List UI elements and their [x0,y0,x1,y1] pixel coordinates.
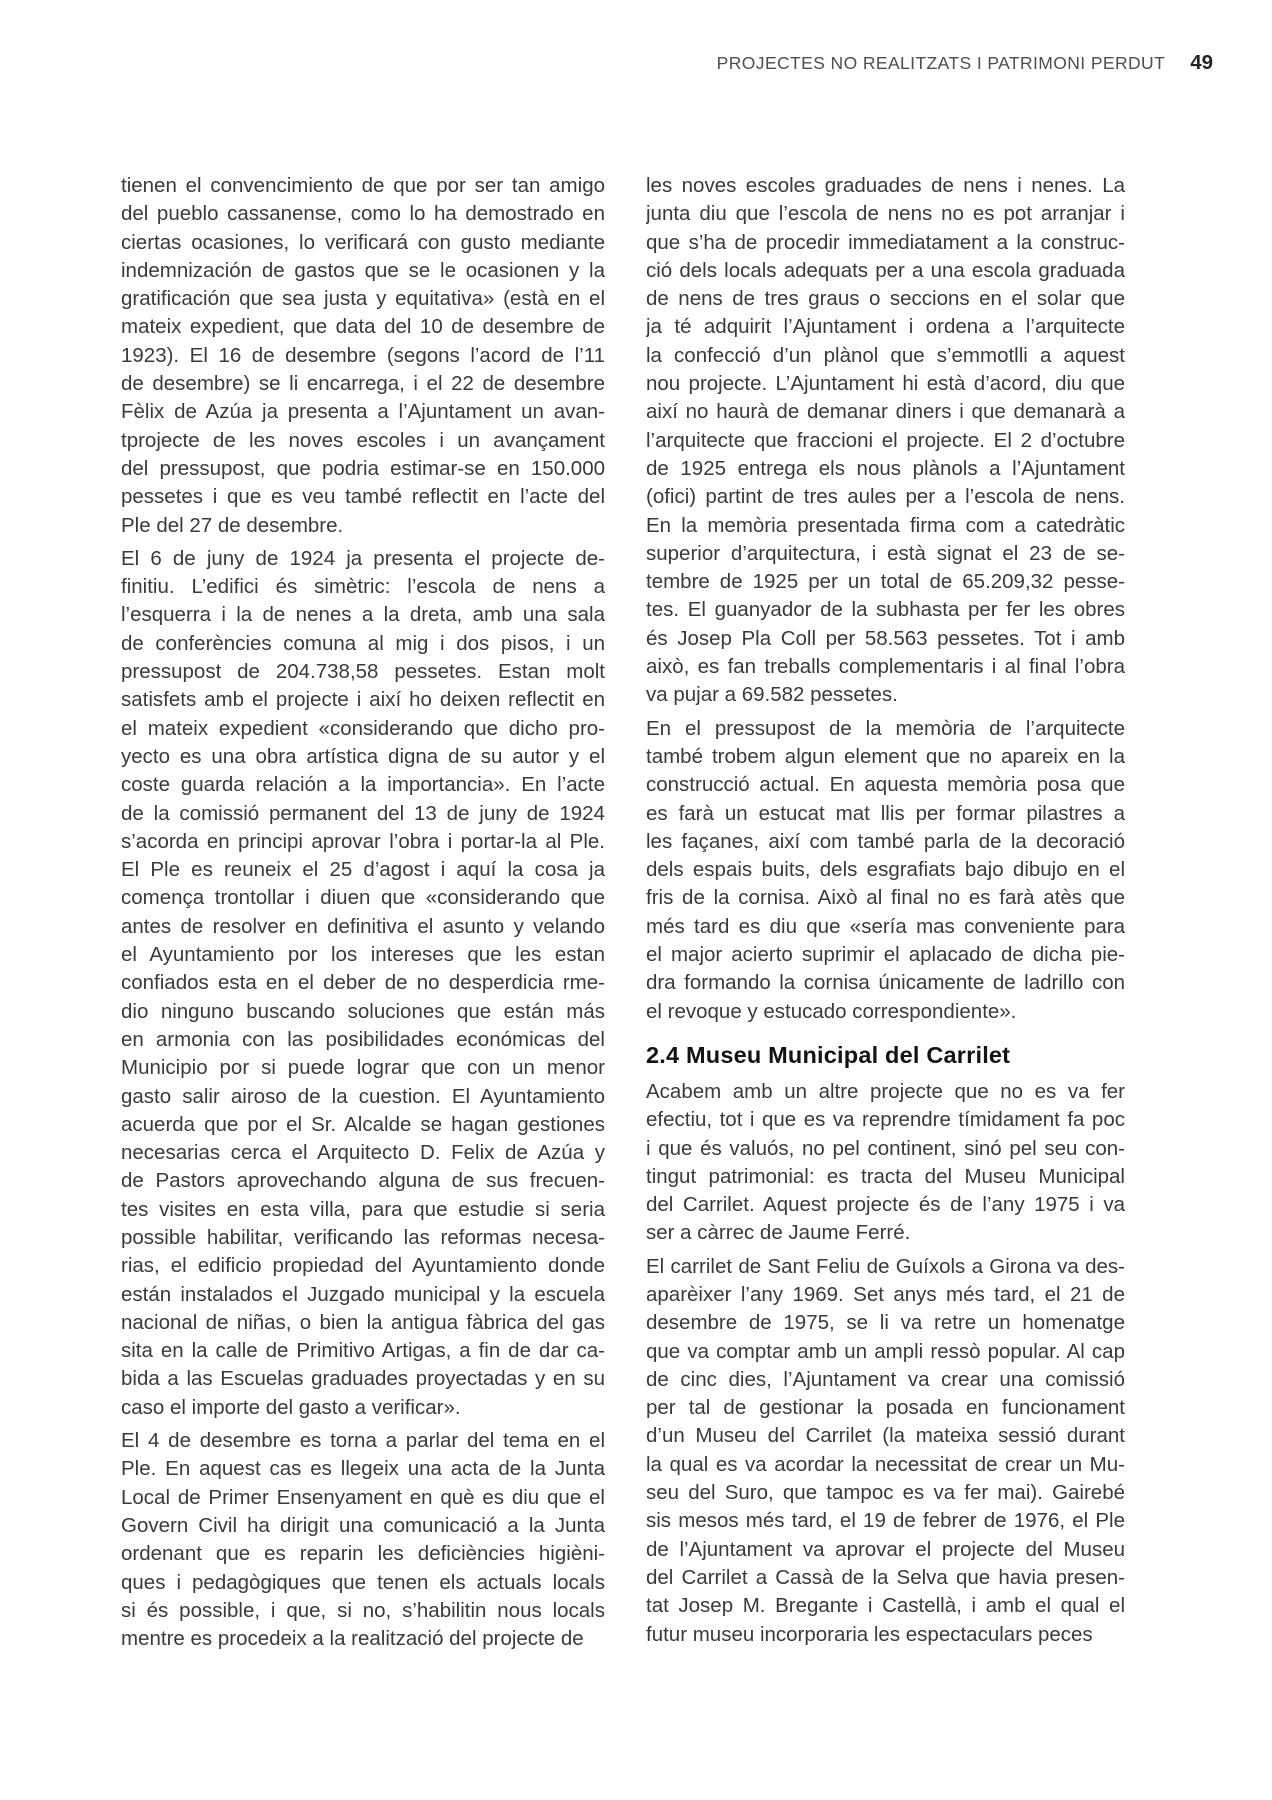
text-line: indemnización de gastos que se le ocasionen y la [121,258,605,282]
text-line: Acabem amb un altre projecte que no es va fer [646,1079,1125,1103]
text-line: construcció actual. En aquesta memòria posa que [646,773,1125,797]
text-line: tprojecte de les noves escoles i un avançament [121,428,605,452]
text-line: tat Josep M. Bregante i Castellà, i amb el qual el [646,1594,1125,1618]
text-line: antes de resolver en definitiva el asunto y velando [121,914,605,938]
text-line: Fèlix de Azúa ja presenta a l’Ajuntament un avan- [121,400,605,424]
text-line: sita en la calle de Primitivo Artigas, a fin de dar ca- [121,1339,605,1363]
text-line: en armonia con las posibilidades económicas del [121,1027,605,1051]
text-line: 1923). El 16 de desembre (segons l’acord de l’11 [121,343,605,367]
text-line: tienen el convencimiento de que por ser tan amigo [121,174,605,197]
paragraph [121,1427,605,1653]
text-line: bida a las Escuelas graduades proyectadas y en su [121,1367,605,1391]
text-line: nacional de niñas, o bien la antigua fàbrica del gas [121,1310,605,1334]
text-line: possible habilitar, verificando las reformas necesa- [121,1225,605,1249]
text-line: del pressupost, que podria estimar-se en 150.000 [121,456,605,480]
text-line: mateix expedient, que data del 10 de desembre de [121,315,605,339]
text-line: ciertas ocasiones, lo verificará con gusto mediante [121,230,605,254]
text-line: coste guarda relación a la importancia». En l’acte [121,773,605,797]
text-line: desembre de 1975, se li va retre un homenatge [646,1311,1125,1335]
text-line: (ofici) partint de tres aules per a l’escola de nens. [646,485,1125,509]
text-line: les noves escoles graduades de nens i nenes. La [646,174,1125,197]
text-line: satisfets amb el projecte i així ho deixen reflectit en [121,688,605,712]
text-line: En el pressupost de la memòria de l’arquitecte [646,716,1125,740]
text-line: per tal de gestionar la posada en funcionament [646,1396,1125,1420]
text-line: dio ninguno buscando soluciones que están más [121,999,605,1023]
text-line: gasto salir airoso de la cuestion. El Ayuntamiento [121,1084,605,1108]
text-line: El Ple es reuneix el 25 d’agost i aquí la cosa ja [121,858,605,882]
text-line: de 1925 entrega els nous plànols a l’Ajuntament [646,456,1125,480]
text-line: caso el importe del gasto a verificar». [121,1395,461,1419]
text-line: que s’ha de procedir immediatament a la construc- [646,230,1125,254]
text-line: aparèixer l’any 1969. Set anys més tard, el 21 de [646,1282,1125,1306]
text-line: tes. El guanyador de la subhasta per fer les obres [646,598,1125,622]
left-text-column [121,172,605,1658]
text-line: fris de la cornisa. Això al final no es farà atès que [646,886,1125,910]
text-line: es farà un estucat mat llis per formar pilastres a [646,801,1125,825]
text-line: yecto es una obra artística digna de su autor y el [121,744,605,768]
text-line: i que és valuós, no pel continent, sinó pel seu con- [646,1136,1125,1160]
text-line: s’acorda en principi aprovar l’obra i portar-la al Ple. [121,829,605,853]
text-line: és Josep Pla Coll per 58.563 pessetes. Tot i amb [646,626,1125,650]
text-line: En la memòria presentada firma com a catedràtic [646,513,1125,537]
text-line: les façanes, així com també parla de la decoració [646,829,1125,853]
text-line: confiados esta en el deber de no desperdicia rme- [121,971,605,995]
text-line: futur museu incorporaria les espectaculars peces [646,1622,1093,1646]
text-line: també trobem algun element que no apareix en la [646,744,1125,768]
text-line: d’un Museu del Carrilet (la mateixa sessió durant [646,1424,1125,1448]
text-line: així no haurà de demanar diners i que demanarà a [646,400,1125,424]
text-line: el Ayuntamiento por los intereses que les estan [121,943,605,967]
text-line: gratificación que sea justa y equitativa» (està en el [121,287,605,311]
text-columns [121,172,1125,1658]
text-line: sis mesos més tard, el 19 de febrer de 1976, el Ple [646,1509,1125,1533]
text-line: del Carrilet a Cassà de la Selva que havia presen- [646,1565,1125,1589]
text-line: de Pastors aprovechando alguna de sus frecuen- [121,1169,605,1193]
text-line: El 4 de desembre es torna a parlar del tema en el [121,1429,605,1453]
text-line: efectiu, tot i que es va reprendre tímidament fa poc [646,1108,1125,1132]
text-line: de nens de tres graus o seccions en el solar que [646,287,1125,311]
text-line: ques i pedagògiques que tenen els actuals locals [121,1570,605,1594]
text-line: del Carrilet. Aquest projecte és de l’any 1975 i va [646,1193,1125,1217]
text-line: l’arquitecte que fraccioni el projecte. El 2 d’octubre [646,428,1125,452]
text-line: están instalados el Juzgado municipal y la escuela [121,1282,605,1306]
text-line: El 6 de juny de 1924 ja presenta el projecte de- [121,546,605,570]
text-line: dels espais buits, dels esgrafiats bajo dibujo en el [646,858,1125,882]
text-line: de desembre) se li encarrega, i el 22 de desembre [121,372,605,396]
text-line: el revoque y estucado correspondiente». [646,999,1017,1023]
text-line: de cinc dies, l’Ajuntament va crear una comissió [646,1367,1125,1391]
text-line: tembre de 1925 per un total de 65.209,32 pesse- [646,570,1125,594]
text-line: tingut patrimonial: es tracta del Museu Municipal [646,1164,1125,1188]
text-line: més tard es diu que «sería mas conveniente para [646,914,1125,938]
text-line: tes visites en esta villa, para que estudie si seria [121,1197,605,1221]
text-line: superior d’arquitectura, i està signat el 23 de se- [646,541,1125,565]
text-line: nou projecte. L’Ajuntament hi està d’acord, diu que [646,372,1125,396]
text-line: el mateix expedient «considerando que dicho pro- [121,716,605,740]
text-line: El carrilet de Sant Feliu de Guíxols a Girona va des- [646,1254,1125,1278]
text-line: seu del Suro, que tampoc es va fer mai). Gairebé [646,1481,1125,1505]
section-heading: 2.4 Museu Municipal del Carrilet [646,1041,1011,1068]
text-line: de la comissió permanent del 13 de juny de 1924 [121,801,605,825]
text-line: que va comptar amb un ampli ressò popular. Al cap [646,1339,1125,1363]
text-line: Local de Primer Ensenyament en què es diu que el [121,1485,605,1509]
text-line: junta diu que l’escola de nens no es pot arranjar i [646,202,1125,226]
paragraph [646,1078,1125,1248]
page-number: 49 [1190,51,1213,74]
text-line: mentre es procedeix a la realització del projecte de [121,1627,584,1651]
text-line: ser a càrrec de Jaume Ferré. [646,1221,911,1245]
right-text-column [646,172,1125,1658]
text-line: el major acierto suprimir el aplacado de dicha pie- [646,943,1125,967]
paragraph [121,545,605,1422]
text-line: del pueblo cassanense, como lo ha demostrado en [121,202,605,226]
running-header [0,51,1213,75]
text-line: la qual es va acordar la necessitat de crear un Mu- [646,1452,1125,1476]
paragraph [646,172,1125,710]
text-line: l’esquerra i la de nenes a la dreta, amb una sala [121,603,605,627]
text-line: rias, el edificio propiedad del Ayuntamiento donde [121,1254,605,1278]
text-line: ordenant que es reparin les deficiències higièni- [121,1542,605,1566]
text-line: comença trontollar i diuen que «considerando que [121,886,605,910]
text-line: ció dels locals adequats per a una escola graduada [646,258,1125,282]
text-line: ja té adquirit l’Ajuntament i ordena a l’arquitecte [646,315,1125,339]
text-line: necesarias cerca el Arquitecto D. Felix de Azúa y [121,1141,605,1165]
text-line: de l’Ajuntament va aprovar el projecte del Museu [646,1537,1125,1561]
running-title: PROJECTES NO REALITZATS I PATRIMONI PERDUT [716,53,1166,73]
text-line: finitiu. L’edifici és simètric: l’escola de nens a [121,575,605,599]
text-line: Ple. En aquest cas es llegeix una acta de la Junta [121,1457,605,1481]
text-line: Municipio por si puede lograr que con un menor [121,1056,605,1080]
text-line: Ple del 27 de desembre. [121,513,344,537]
text-line: si és possible, i que, si no, s’habilitin nous locals [121,1598,605,1622]
text-line: acuerda que por el Sr. Alcalde se hagan gestiones [121,1112,605,1136]
paragraph [646,715,1125,1026]
paragraph [646,1253,1125,1649]
text-line: dra formando la cornisa únicamente de ladrillo con [646,971,1125,995]
text-line: va pujar a 69.582 pessetes. [646,683,898,707]
text-line: la confecció d’un plànol que s’emmotlli a aquest [646,343,1125,367]
text-line: Govern Civil ha dirigit una comunicació a la Junta [121,1513,605,1537]
paragraph [121,172,605,540]
text-line: de conferències comuna al mig i dos pisos, i un [121,631,605,655]
text-line: pressupost de 204.738,58 pessetes. Estan molt [121,660,605,684]
text-line: pessetes i que es veu també reflectit en l’acte del [121,485,605,509]
text-line: això, es fan treballs complementaris i al final l’obra [646,655,1125,679]
